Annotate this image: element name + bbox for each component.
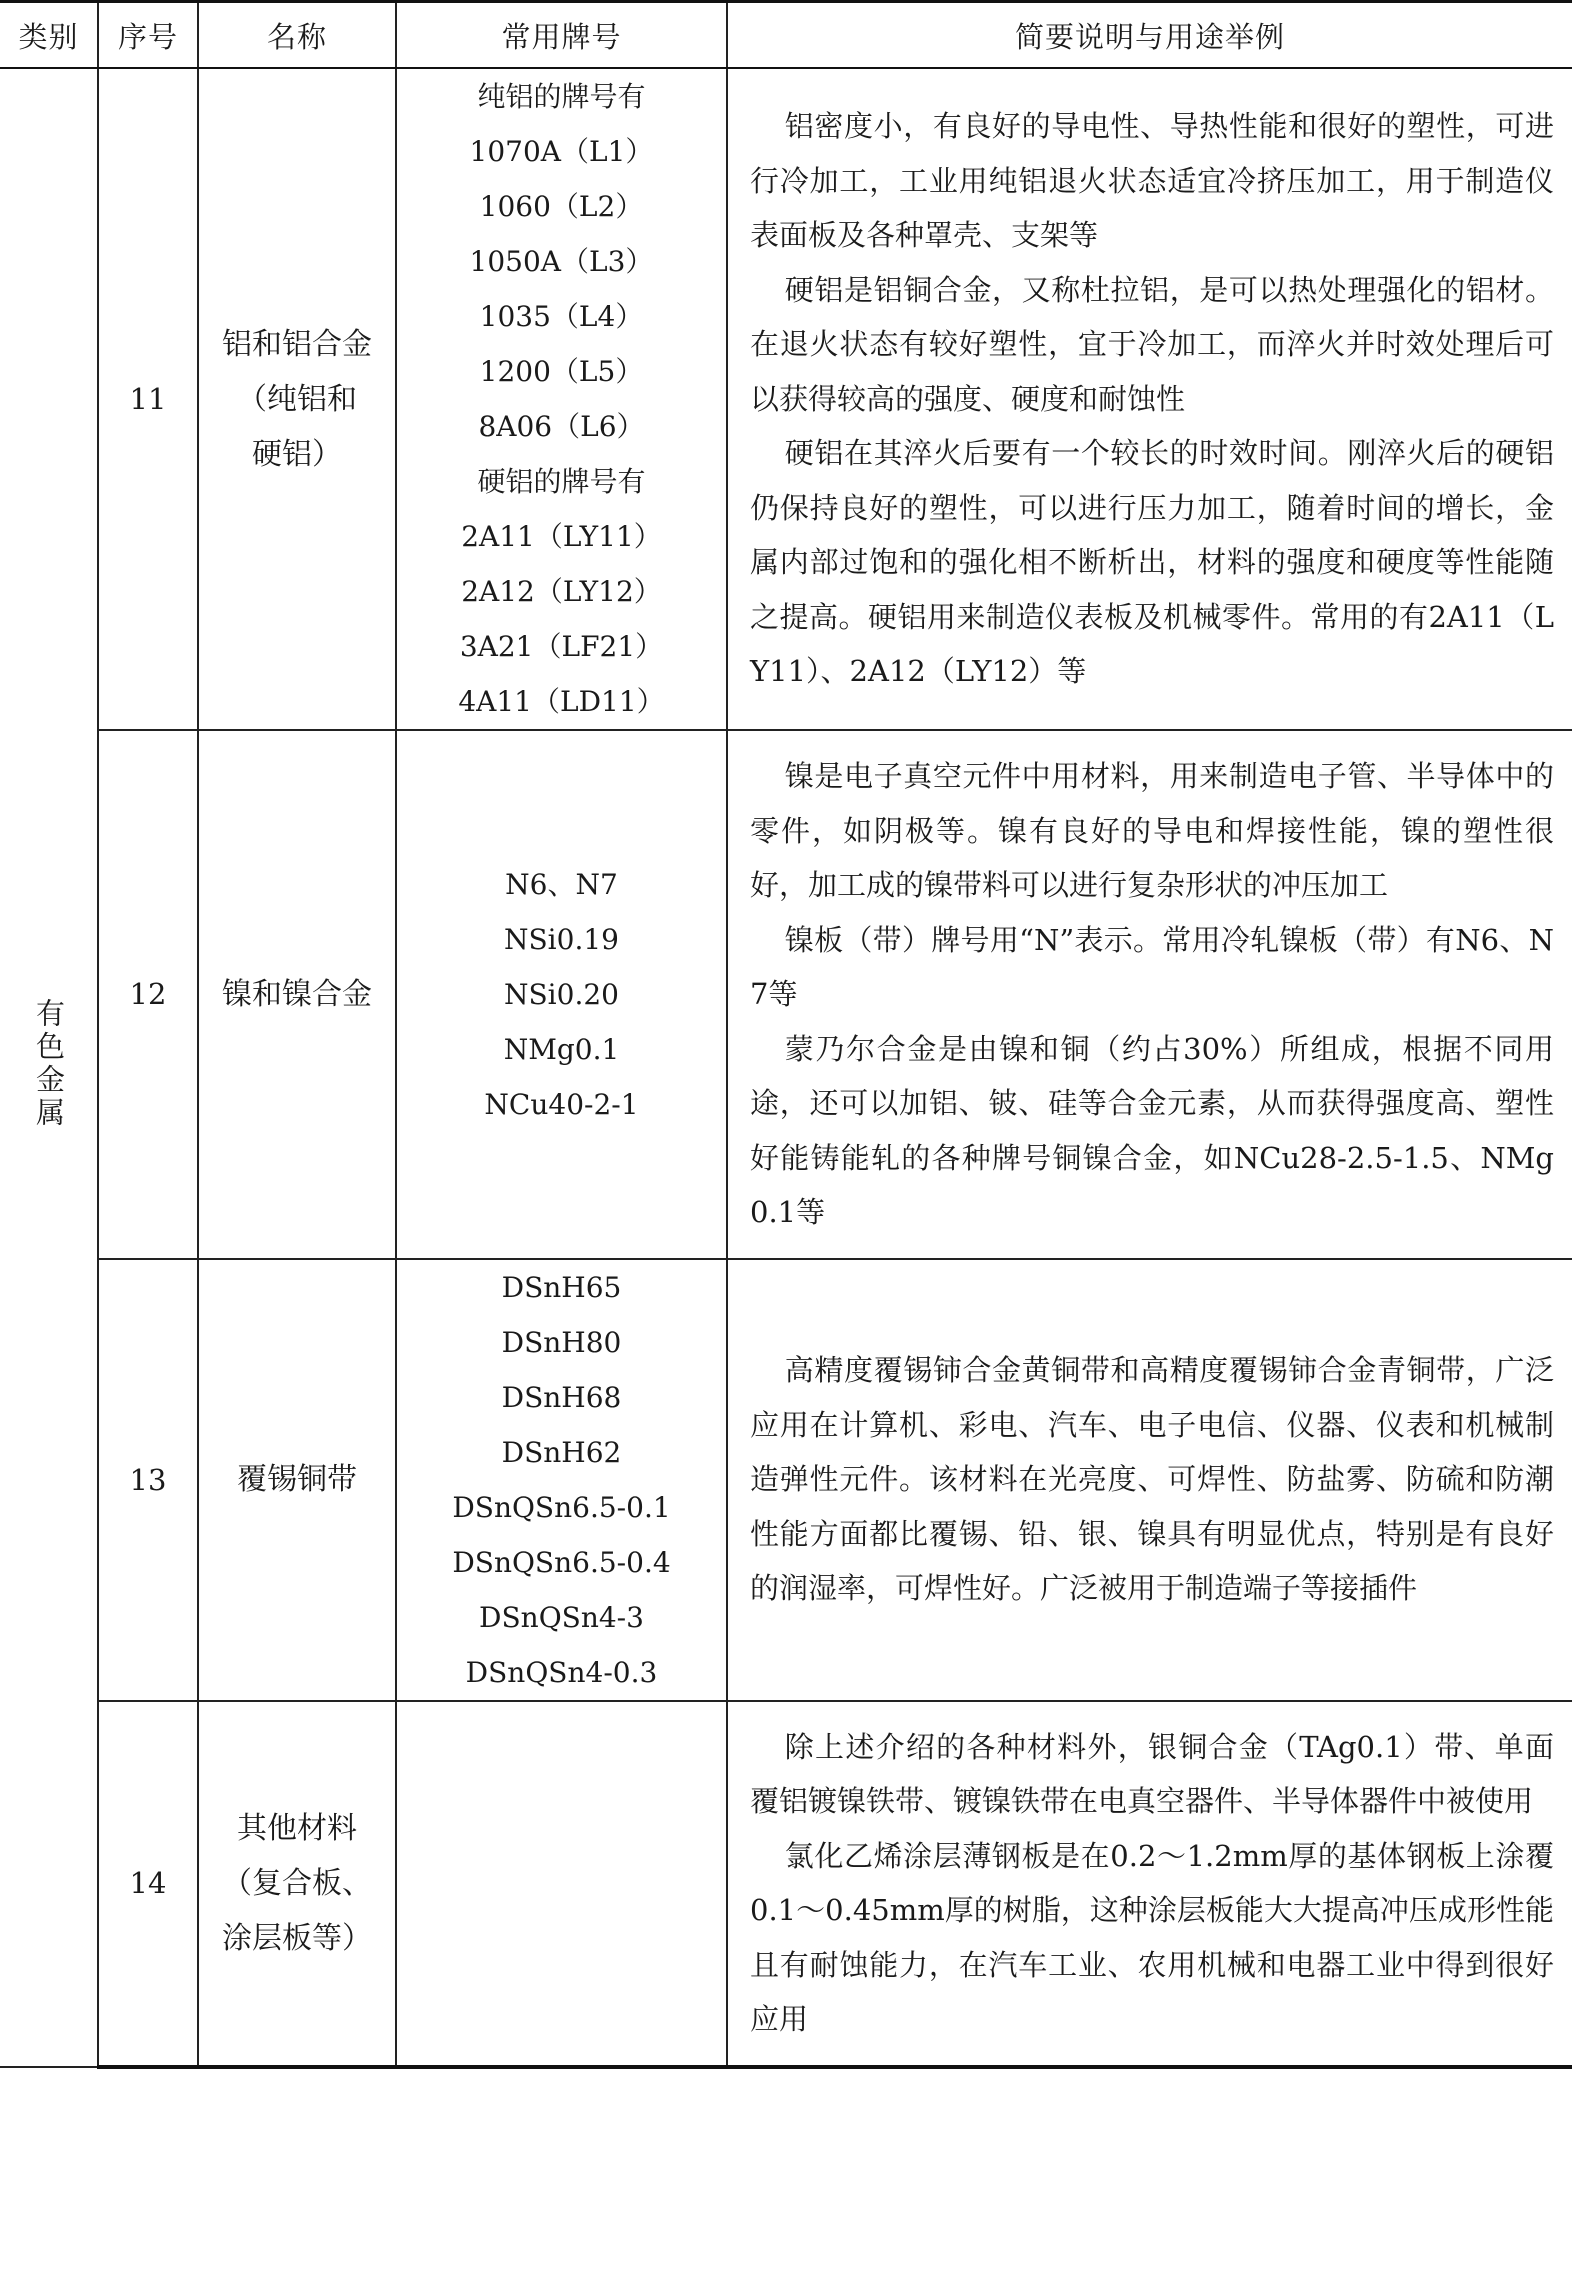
brand-item: 8A06（L6） [478, 410, 645, 443]
description-cell [727, 730, 1572, 1259]
table-row [0, 1701, 1572, 2067]
brand-item: 1035（L4） [479, 300, 644, 333]
table-row [0, 730, 1572, 1259]
brand-item: NCu40-2-1 [484, 1087, 639, 1121]
material-name-line: （纯铝和 [237, 381, 357, 417]
header-name: 名称 [198, 2, 396, 69]
material-name [198, 68, 396, 730]
brand-item: 1050A（L3） [469, 245, 654, 278]
description-paragraph: 氯化乙烯涂层薄钢板是在0.2～1.2mm厚的基体钢板上涂覆0.1～0.45mm厚的树脂，这种涂层板能大大提高冲压成形性能且有耐蚀能力，在汽车工业、农用机械和电器工业中得到很好应用 [750, 1838, 1554, 2036]
description-paragraph: 镍是电子真空元件中用材料，用来制造电子管、半导体中的零件，如阴极等。镍有良好的导电和焊接性能，镍的塑性很好，加工成的镍带料可以进行复杂形状的冲压加工 [750, 759, 1554, 902]
category-label: 有色金属 [32, 997, 66, 1130]
brand-item: 1070A（L1） [469, 135, 654, 168]
brand-item: NSi0.20 [504, 977, 619, 1011]
table-row [0, 1259, 1572, 1701]
brand-item: DSnQSn6.5-0.4 [452, 1545, 671, 1579]
material-name-line: 涂层板等） [222, 1920, 372, 1956]
brand-item: N6、N7 [505, 867, 618, 901]
description-cell [727, 68, 1572, 730]
material-name-line: 其他材料 [237, 1810, 357, 1846]
material-name-line: 铝和铝合金 [222, 326, 372, 362]
brand-item: 1060（L2） [479, 190, 644, 223]
row-number: 11 [98, 68, 198, 730]
brand-item: DSnQSn6.5-0.1 [452, 1490, 671, 1524]
header-number: 序号 [98, 2, 198, 69]
header-brands: 常用牌号 [396, 2, 727, 69]
material-name [198, 730, 396, 1259]
description-paragraph: 蒙乃尔合金是由镍和铜（约占30%）所组成，根据不同用途，还可以加铝、铍、硅等合金元素，从而获得强度高、塑性好能铸能轧的各种牌号铜镍合金，如NCu28-2.5-1.5、NMg0.1等 [750, 1031, 1554, 1229]
brand-item: DSnH65 [501, 1270, 622, 1304]
brand-item: 4A11（LD11） [458, 685, 665, 718]
brand-item: DSnQSn4-3 [479, 1600, 644, 1634]
material-name-line: 硬铝） [252, 436, 342, 472]
description-cell [727, 1259, 1572, 1701]
description-cell [727, 1701, 1572, 2067]
row-number: 14 [98, 1701, 198, 2067]
category-cell [0, 68, 98, 2067]
material-name-line: （复合板、 [222, 1865, 372, 1901]
material-name-line: 覆锡铜带 [237, 1462, 357, 1497]
row-number: 12 [98, 730, 198, 1259]
description-paragraph: 高精度覆锡铈合金黄铜带和高精度覆锡铈合金青铜带，广泛应用在计算机、彩电、汽车、电子电信、仪器、仪表和机械制造弹性元件。该材料在光亮度、可焊性、防盐雾、防硫和防潮性能方面都比覆锡、铅、银、镍具有明显优点，特别是有良好的润湿率，可焊性好。广泛被用于制造端子等接插件 [750, 1353, 1554, 1606]
brand-item: 2A11（LY11） [461, 520, 662, 553]
material-name [198, 1259, 396, 1701]
row-number: 13 [98, 1259, 198, 1701]
brand-list [396, 730, 727, 1259]
brand-list [396, 1701, 727, 2067]
description-paragraph: 硬铝在其淬火后要有一个较长的时效时间。刚淬火后的硬铝仍保持良好的塑性，可以进行压力加工，随着时间的增长，金属内部过饱和的强化相不断析出，材料的强度和硬度等性能随之提高。硬铝用来制造仪表板及机械零件。常用的有2A11（LY11）、2A12（LY12）等 [750, 436, 1554, 689]
brand-item: 2A12（LY12） [461, 575, 662, 608]
brand-list [396, 1259, 727, 1701]
brand-item: 3A21（LF21） [459, 630, 664, 663]
brand-item: DSnH62 [501, 1435, 622, 1469]
header-description: 简要说明与用途举例 [727, 2, 1572, 69]
brand-item: DSnH80 [501, 1325, 622, 1359]
description-paragraph: 硬铝是铝铜合金，又称杜拉铝，是可以热处理强化的铝材。在退火状态有较好塑性，宜于冷加工，而淬火并时效处理后可以获得较高的强度、硬度和耐蚀性 [750, 272, 1554, 416]
brand-list [396, 68, 727, 730]
brand-item: 硬铝的牌号有 [477, 465, 646, 498]
description-paragraph: 镍板（带）牌号用“N”表示。常用冷轧镍板（带）有N6、N7等 [750, 922, 1554, 1011]
table-row [0, 68, 1572, 730]
header-category: 类别 [0, 2, 98, 69]
table-body [0, 68, 1572, 2067]
brand-item: 纯铝的牌号有 [477, 80, 646, 113]
brand-item: NSi0.19 [504, 922, 619, 956]
description-paragraph: 除上述介绍的各种材料外，银铜合金（TAg0.1）带、单面覆铝镀镍铁带、镀镍铁带在电真空器件、半导体器件中被使用 [750, 1729, 1554, 1818]
material-name-line: 镍和镍合金 [222, 976, 372, 1012]
brand-item: NMg0.1 [503, 1032, 620, 1066]
description-paragraph: 铝密度小，有良好的导电性、导热性能和很好的塑性，可进行冷加工，工业用纯铝退火状态适宜冷挤压加工，用于制造仪表面板及各种罩壳、支架等 [750, 109, 1554, 253]
brand-item: DSnH68 [501, 1380, 622, 1414]
material-name [198, 1701, 396, 2067]
table-header-row [0, 2, 1572, 69]
brand-item: DSnQSn4-0.3 [465, 1655, 658, 1689]
brand-item: 1200（L5） [479, 355, 644, 388]
